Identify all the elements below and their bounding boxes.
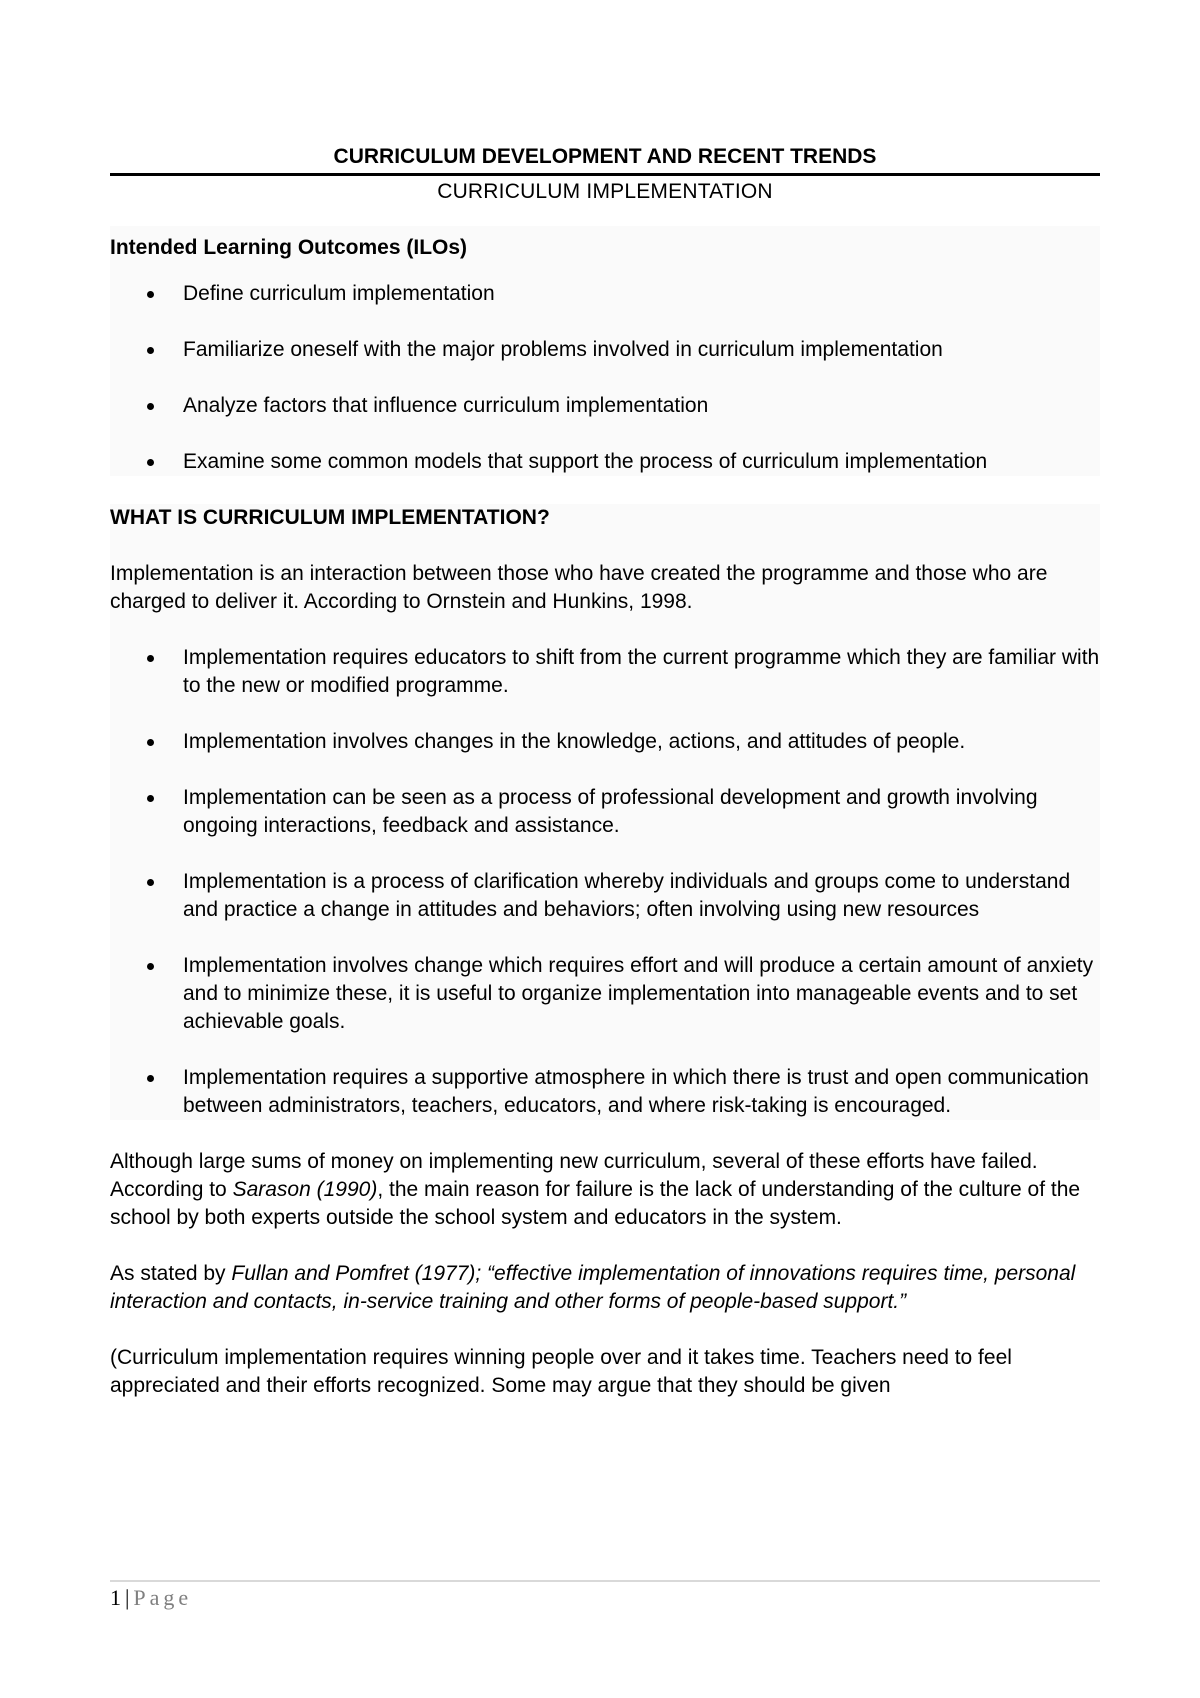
list-item: Implementation involves change which requires effort and will produce a certain amount of anxiety and to minimize these, it is useful to organize implementation into manageable events and to set achievable goals.	[110, 952, 1100, 1036]
paragraph-text: , the main reason for failure is the lack of understanding of the culture of the school by both experts outside the school system and educators in the system.	[110, 1178, 1081, 1229]
page-footer	[110, 1584, 192, 1612]
ilo-list	[110, 280, 1100, 476]
ilo-section	[110, 226, 1100, 476]
list-item: Familiarize oneself with the major problems involved in curriculum implementation	[110, 336, 1100, 364]
page-label: Page	[133, 1585, 193, 1610]
page-number: 1	[110, 1585, 121, 1610]
list-item: Implementation can be seen as a process of professional development and growth involving ongoing interactions, feedback and assistance.	[110, 784, 1100, 840]
paragraph-text: Although large sums of money on implementing new curriculum, several of these efforts have failed. According to	[110, 1150, 1038, 1201]
page-separator: |	[125, 1585, 130, 1610]
list-item: Define curriculum implementation	[110, 280, 1100, 308]
intro-paragraph: Implementation is an interaction between those who have created the programme and those who are charged to deliver it. According to Ornstein and Hunkins, 1998.	[110, 562, 1048, 613]
definition-section	[110, 504, 1100, 1120]
definition-list	[110, 644, 1100, 1120]
list-item: Analyze factors that influence curriculum implementation	[110, 392, 1100, 420]
ilo-heading: Intended Learning Outcomes (ILOs)	[110, 236, 468, 259]
fullan-paragraph	[110, 1260, 1100, 1316]
list-item: Implementation requires educators to shift from the current programme which they are familiar with to the new or modified programme.	[110, 644, 1100, 700]
sarason-paragraph	[110, 1148, 1100, 1232]
list-item: Implementation is a process of clarification whereby individuals and groups come to understand and practice a change in attitudes and behaviors; often involving using new resources	[110, 868, 1100, 924]
document-title: CURRICULUM DEVELOPMENT AND RECENT TRENDS	[110, 143, 1100, 176]
list-item: Examine some common models that support the process of curriculum implementation	[110, 448, 1100, 476]
paragraph-text: As stated by	[110, 1262, 232, 1285]
quotation: Fullan and Pomfret (1977); “effective implementation of innovations requires time, personal interaction and contacts, in-service training and other forms of people-based support.”	[110, 1262, 1076, 1313]
document-subtitle: CURRICULUM IMPLEMENTATION	[437, 180, 773, 203]
closing-paragraph: (Curriculum implementation requires winning people over and it takes time. Teachers need to feel appreciated and their efforts recognized. Some may argue that they should be given	[110, 1346, 1012, 1397]
list-item: Implementation involves changes in the knowledge, actions, and attitudes of people.	[110, 728, 1100, 756]
section-heading: WHAT IS CURRICULUM IMPLEMENTATION?	[110, 506, 550, 529]
page-content	[110, 143, 1100, 1400]
list-item: Implementation requires a supportive atmosphere in which there is trust and open communication between administrators, teachers, educators, and where risk-taking is encouraged.	[110, 1064, 1100, 1120]
footer-divider	[110, 1580, 1100, 1582]
citation: Sarason (1990)	[232, 1178, 378, 1201]
